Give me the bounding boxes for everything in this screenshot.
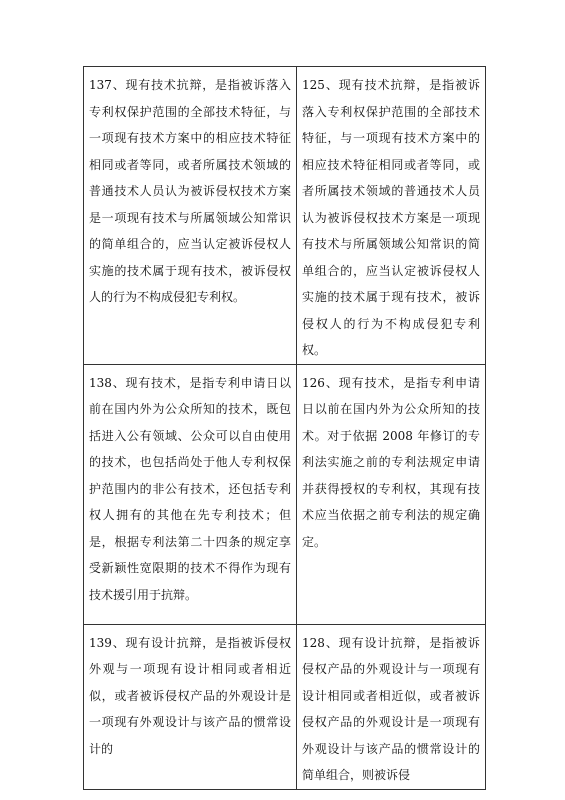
table-row [84, 624, 486, 789]
table-cell-left [84, 67, 297, 365]
comparison-table [83, 66, 486, 790]
article-125-text: 125、现有技术抗辩，是指被诉落入专利权保护范围的全部技术特征，与一项现有技术方案中的相应技术特征相同或者等同，或者所属技术领域的普通技术人员认为被诉侵权技术方案是一项现有技术与所属领域公知常识的简单组合的，应当认定被诉侵权人实施的技术属于现有技术，被诉侵权人的行为不构成侵犯专利权。 [302, 78, 480, 357]
table-row [84, 67, 486, 365]
table-cell-right [297, 67, 486, 365]
table-cell-left [84, 364, 297, 624]
article-139-text: 139、现有设计抗辩，是指被诉侵权外观与一项现有设计相同或者相近似，或者被诉侵权产品的外观设计是一项现有外观设计与该产品的惯常设计的 [89, 635, 291, 756]
table-cell-left [84, 624, 297, 789]
article-126-text: 126、现有技术，是指专利申请日以前在国内外为公众所知的技术。对于依据 2008 年修订的专利法实施之前的专利法规定申请并获得授权的专利权，其现有技术应当依据之前专利法的规定确定。 [302, 375, 480, 549]
table-cell-right [297, 624, 486, 789]
article-138-text: 138、现有技术，是指专利申请日以前在国内外为公众所知的技术，既包括进入公有领域、公众可以自由使用的技术，也包括尚处于他人专利权保护范围内的非公有技术，还包括专利权人拥有的其他在先专利技术；但是，根据专利法第二十四条的规定享受新颖性宽限期的技术不得作为现有技术援引用于抗辩。 [89, 375, 291, 602]
table-cell-right [297, 364, 486, 624]
table-row [84, 364, 486, 624]
article-128-text: 128、现有设计抗辩，是指被诉侵权产品的外观设计与一项现有设计相同或者相近似，或者被诉侵权产品的外观设计是一项现有外观设计与该产品的惯常设计的简单组合，则被诉侵 [302, 635, 480, 782]
article-137-text: 137、现有技术抗辩，是指被诉落入专利权保护范围的全部技术特征，与一项现有技术方案中的相应技术特征相同或者等同，或者所属技术领域的普通技术人员认为被诉侵权技术方案是一项现有技术与所属领域公知常识的简单组合的，应当认定被诉侵权人实施的技术属于现有技术，被诉侵权人的行为不构成侵犯专利权。 [89, 78, 291, 304]
